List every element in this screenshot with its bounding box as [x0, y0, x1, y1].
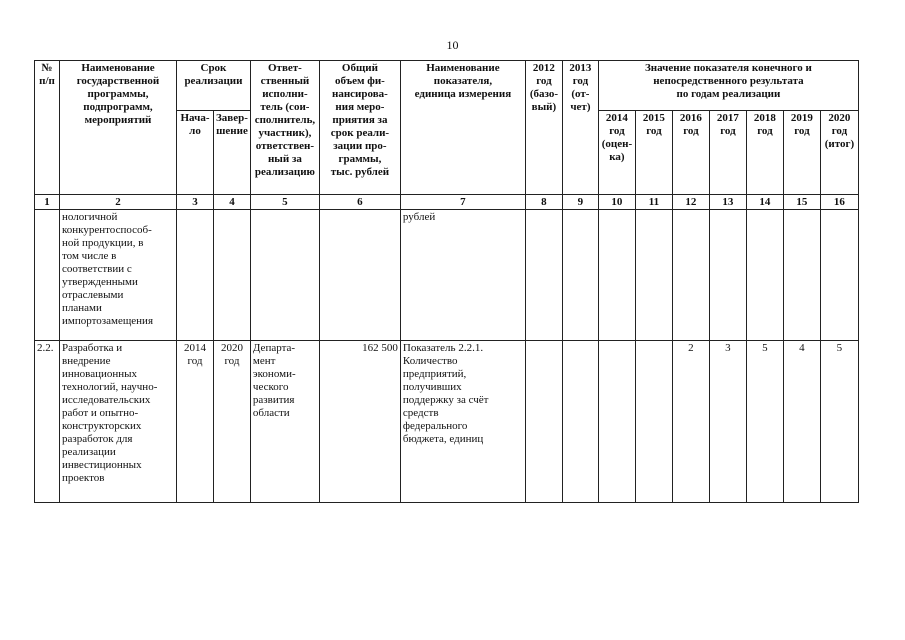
- header-year: 2019 год: [783, 111, 820, 195]
- column-number: 14: [746, 195, 783, 210]
- row-name: Разработка и внедрение инновационных технологий, научно- исследовательских работ и опытно- конструкторских разработок для реализации инвестиционных проектов: [60, 341, 177, 503]
- row-value: [820, 210, 858, 341]
- column-number: 13: [709, 195, 746, 210]
- header-2013: 2013 год (от- чет): [562, 61, 598, 195]
- row-end: [214, 210, 251, 341]
- header-year: 2020 год (итог): [820, 111, 858, 195]
- header-year: 2017 год: [709, 111, 746, 195]
- column-number: 15: [783, 195, 820, 210]
- row-value: [598, 341, 635, 503]
- row-funding: 162 500: [319, 341, 400, 503]
- header-num: № п/п: [35, 61, 60, 195]
- row-value: [635, 210, 672, 341]
- row-funding: [319, 210, 400, 341]
- header-period: Срок реализации: [177, 61, 251, 111]
- column-number: 2: [60, 195, 177, 210]
- column-number: 3: [177, 195, 214, 210]
- header-indicator: Наименование показателя, единица измерения: [400, 61, 525, 195]
- row-value: [709, 210, 746, 341]
- header-values: Значение показателя конечного и непосредственного результата по годам реализации: [598, 61, 858, 111]
- column-number: 8: [525, 195, 562, 210]
- row-executor: Департа- мент экономи- ческого развития области: [250, 341, 319, 503]
- row-start: 2014 год: [177, 341, 214, 503]
- row-value: 5: [746, 341, 783, 503]
- row-indicator: Показатель 2.2.1. Количество предприятий, получивших поддержку за счёт средств федерального бюджета, единиц: [400, 341, 525, 503]
- header-end: Завер- шение: [214, 111, 251, 195]
- header-name: Наименование государственной программы, подпрограмм, мероприятий: [60, 61, 177, 195]
- header-executor: Ответ- ственный исполни- тель (сои- сполнитель, участник), ответствен- ный за реализацию: [250, 61, 319, 195]
- row-2013: [562, 210, 598, 341]
- program-table: [34, 60, 859, 503]
- header-year: 2018 год: [746, 111, 783, 195]
- column-number: 7: [400, 195, 525, 210]
- page-number: 10: [446, 38, 459, 52]
- row-value: 5: [820, 341, 858, 503]
- column-number: 4: [214, 195, 251, 210]
- row-2012: [525, 341, 562, 503]
- row-num: 2.2.: [35, 341, 60, 503]
- column-number: 6: [319, 195, 400, 210]
- column-number: 9: [562, 195, 598, 210]
- row-name: нологичной конкурентоспособ- ной продукции, в том числе в соответствии с утвержденными отраслевыми планами импортозамещения: [60, 210, 177, 341]
- table-row: [35, 341, 859, 503]
- column-number-row: [35, 195, 859, 210]
- row-value: [746, 210, 783, 341]
- row-value: 2: [672, 341, 709, 503]
- row-indicator: рублей: [400, 210, 525, 341]
- row-2013: [562, 341, 598, 503]
- header-funding: Общий объем фи- нансирова- ния меро- приятия за срок реали- зации про- граммы, тыс. рублей: [319, 61, 400, 195]
- column-number: 1: [35, 195, 60, 210]
- row-num: [35, 210, 60, 341]
- header-year: 2015 год: [635, 111, 672, 195]
- row-2012: [525, 210, 562, 341]
- row-value: [672, 210, 709, 341]
- column-number: 10: [598, 195, 635, 210]
- column-number: 16: [820, 195, 858, 210]
- header-2012: 2012 год (базо- вый): [525, 61, 562, 195]
- column-number: 11: [635, 195, 672, 210]
- header-year: 2016 год: [672, 111, 709, 195]
- row-start: [177, 210, 214, 341]
- row-value: 3: [709, 341, 746, 503]
- table-row: [35, 210, 859, 341]
- header-year: 2014 год (оцен- ка): [598, 111, 635, 195]
- row-value: [783, 210, 820, 341]
- row-executor: [250, 210, 319, 341]
- row-value: [635, 341, 672, 503]
- column-number: 12: [672, 195, 709, 210]
- row-value: 4: [783, 341, 820, 503]
- header-start: Нача- ло: [177, 111, 214, 195]
- header-row: [35, 61, 859, 111]
- row-end: 2020 год: [214, 341, 251, 503]
- column-number: 5: [250, 195, 319, 210]
- row-value: [598, 210, 635, 341]
